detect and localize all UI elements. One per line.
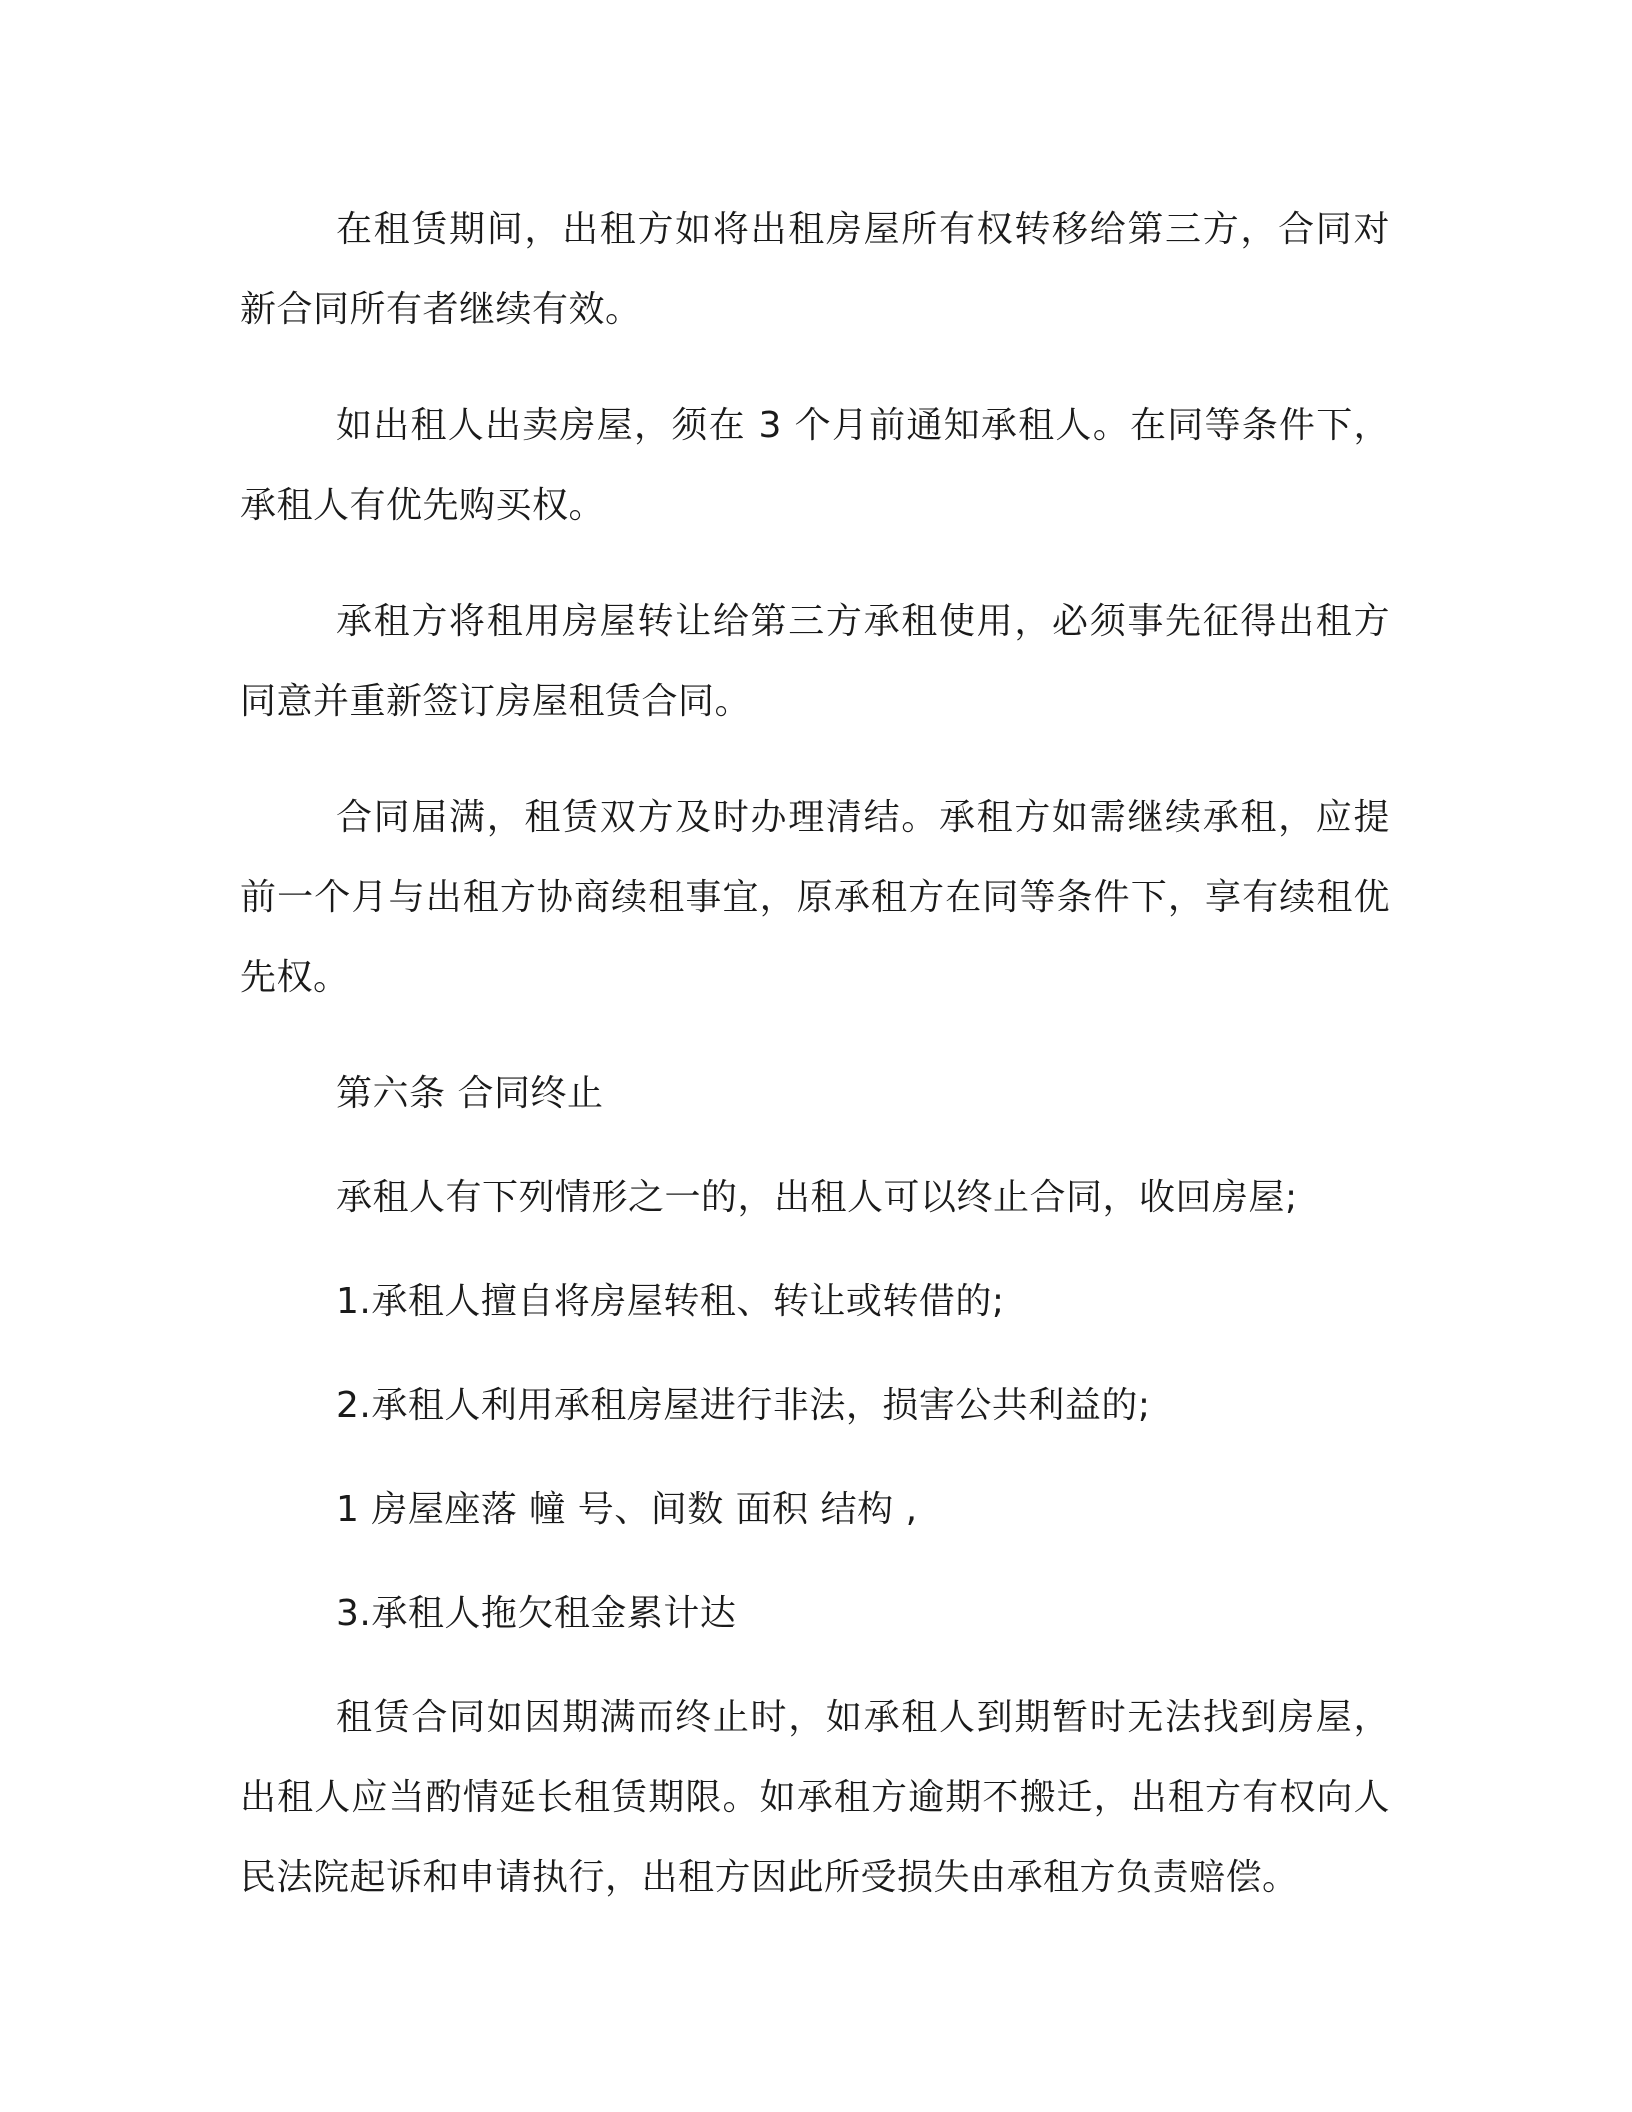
paragraph-expiry: 租赁合同如因期满而终止时，如承租人到期暂时无法找到房屋，出租人应当酌情延长租赁期限。如承租方逾期不搬迁，出租方有权向人民法院起诉和申请执行，出租方因此所受损失由承租方负责赔偿。	[240, 1697, 1390, 1898]
section-title: 第六条 合同终止	[336, 1073, 604, 1114]
termination-item-1: 1.承租人擅自将房屋转租、转让或转借的;	[336, 1281, 1005, 1322]
termination-item-3: 3.承租人拖欠租金累计达	[336, 1593, 737, 1634]
document-body	[240, 190, 1390, 1954]
paragraph-sale-notice: 如出租人出卖房屋，须在 3 个月前通知承租人。在同等条件下，承租人有优先购买权。	[240, 405, 1390, 526]
paragraph-renewal: 合同届满，租赁双方及时办理清结。承租方如需继续承租，应提前一个月与出租方协商续租事宜，原承租方在同等条件下，享有续租优先权。	[240, 797, 1390, 998]
termination-intro: 承租人有下列情形之一的，出租人可以终止合同，收回房屋;	[336, 1177, 1298, 1218]
paragraph-sublease: 承租方将租用房屋转让给第三方承租使用，必须事先征得出租方同意并重新签订房屋租赁合同。	[240, 601, 1390, 722]
termination-item-2: 2.承租人利用承租房屋进行非法，损害公共利益的;	[336, 1385, 1151, 1426]
house-location-line: 1 房屋座落 幢 号、间数 面积 结构 ,	[336, 1489, 918, 1530]
paragraph-ownership-transfer: 在租赁期间，出租方如将出租房屋所有权转移给第三方，合同对新合同所有者继续有效。	[240, 209, 1390, 330]
